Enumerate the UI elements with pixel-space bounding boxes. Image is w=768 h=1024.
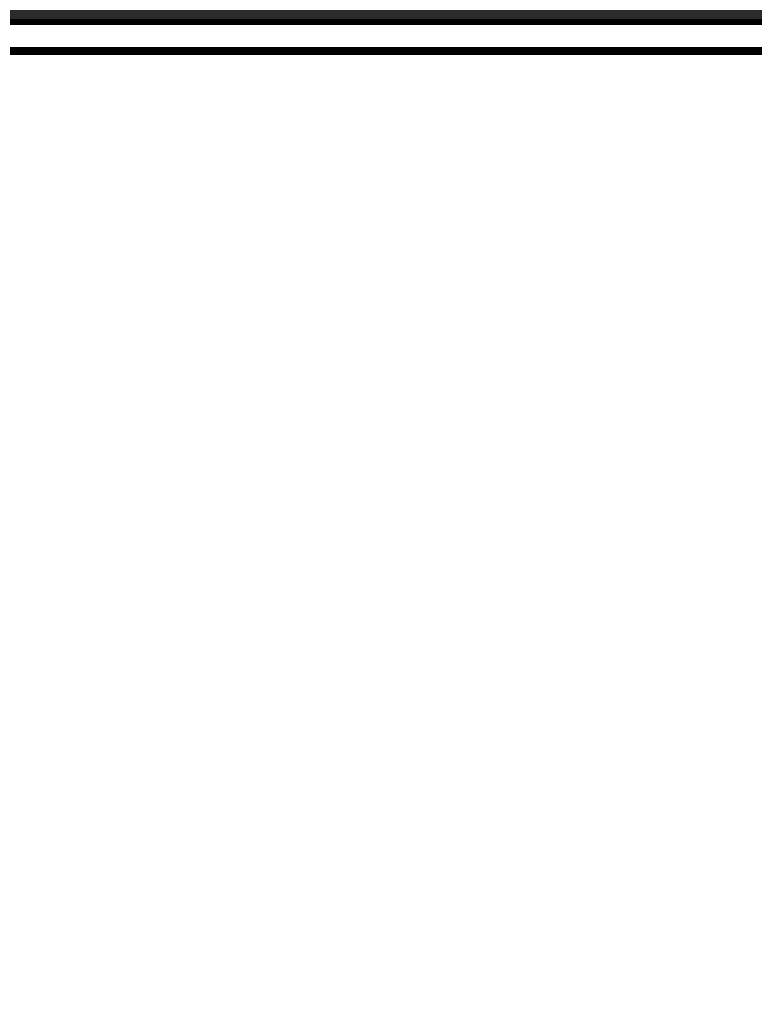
- header-problem-columns: [166, 10, 734, 19]
- header-row: [10, 10, 762, 19]
- footer-row: [10, 47, 762, 55]
- results-sheet: [10, 10, 762, 55]
- page-gap: [10, 25, 762, 47]
- header-subrow: [10, 19, 762, 25]
